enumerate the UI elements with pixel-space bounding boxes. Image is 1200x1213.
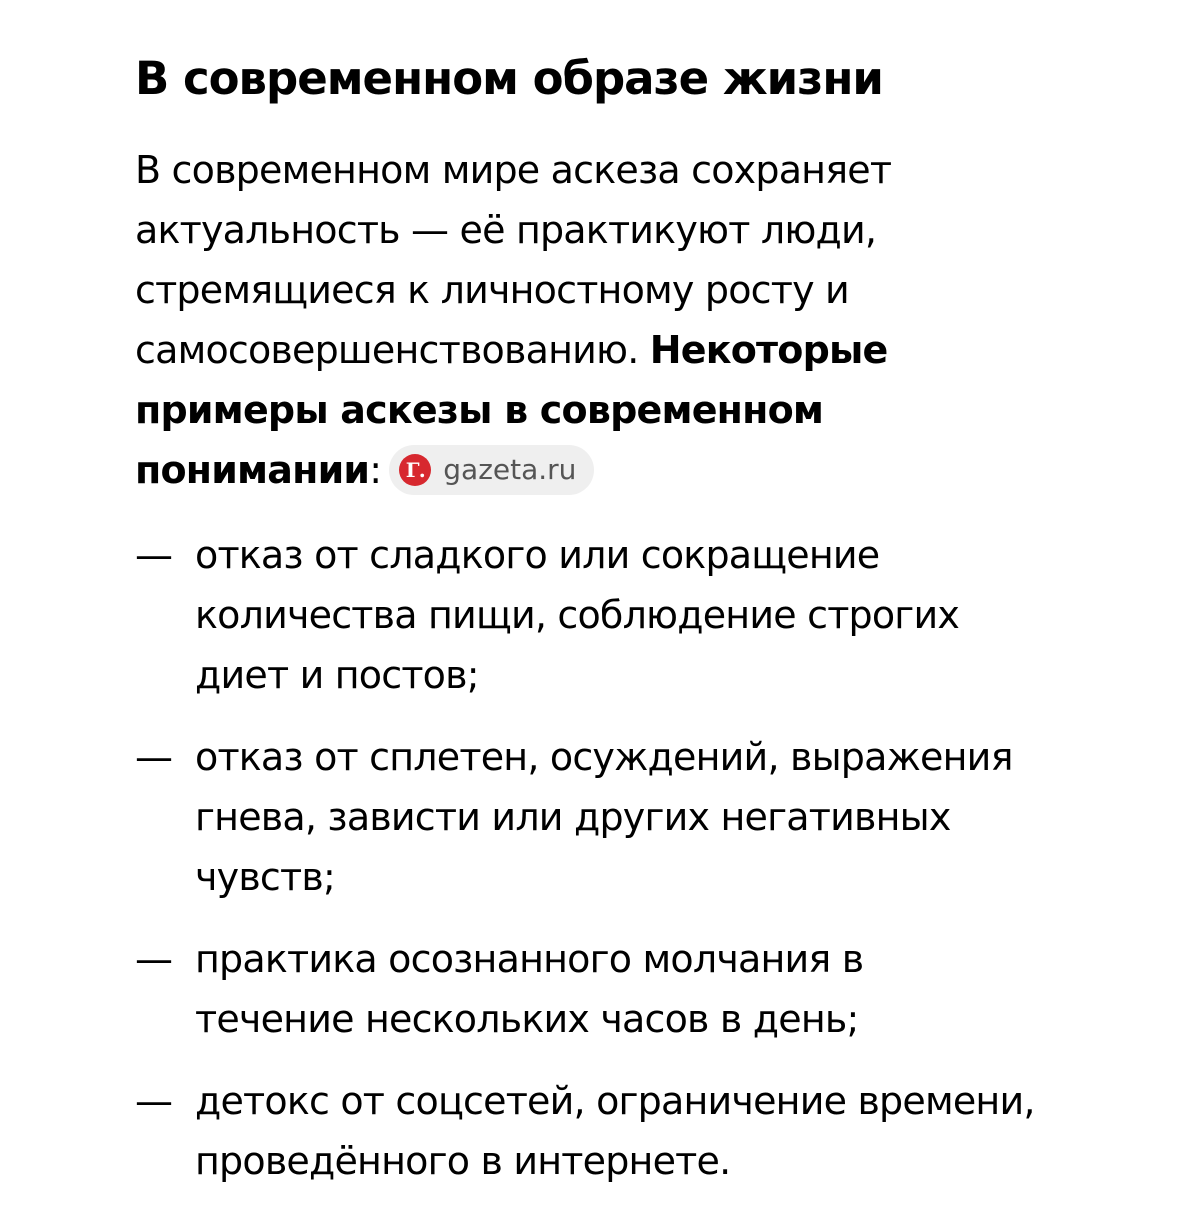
colon: : (369, 448, 382, 492)
paragraph-bold-text: Некоторые (649, 328, 888, 372)
section-heading: В современном образе жизни (135, 52, 883, 105)
list-item (135, 727, 1035, 907)
list-item-line: проведённого в интернете. (195, 1139, 731, 1183)
list-item-line: количества пищи, соблюдение строгих (195, 593, 960, 637)
paragraph-bold-text: понимании (135, 448, 370, 492)
list-item-line: гнева, зависти или других негативных (195, 795, 951, 839)
list-item-line: диет и постов; (195, 653, 479, 697)
paragraph-line: В современном мире аскеза сохраняет (135, 148, 892, 192)
paragraph-bold-text: примеры аскезы в современном (135, 388, 824, 432)
list-item (135, 1071, 1035, 1191)
list-item-line: отказ от сладкого или сокращение (195, 533, 880, 577)
list-item-line: отказ от сплетен, осуждений, выражения (195, 735, 1013, 779)
paragraph-text: самосовершенствованию. (135, 328, 650, 372)
list-item (135, 929, 1035, 1049)
source-label: gazeta.ru (443, 452, 577, 486)
list-item-line: практика осознанного молчания в (195, 937, 864, 981)
list-item (135, 525, 1035, 705)
intro-paragraph (135, 140, 891, 500)
list-item-line: чувств; (195, 855, 335, 899)
list-item-line: течение нескольких часов в день; (195, 997, 859, 1041)
examples-list (135, 525, 1035, 1213)
paragraph-line (135, 320, 891, 380)
paragraph-line (135, 380, 891, 440)
list-item-line: детокс от соцсетей, ограничение времени, (195, 1079, 1035, 1123)
paragraph-line: стремящиеся к личностному росту и (135, 268, 849, 312)
paragraph-line: актуальность — её практикуют люди, (135, 208, 877, 252)
list-dash: — (135, 937, 173, 981)
list-dash: — (135, 735, 173, 779)
source-chip-gazeta[interactable] (389, 445, 594, 495)
list-dash: — (135, 533, 173, 577)
list-dash: — (135, 1079, 173, 1123)
gazeta-logo-icon: Г. (399, 454, 431, 486)
paragraph-line (135, 440, 891, 500)
